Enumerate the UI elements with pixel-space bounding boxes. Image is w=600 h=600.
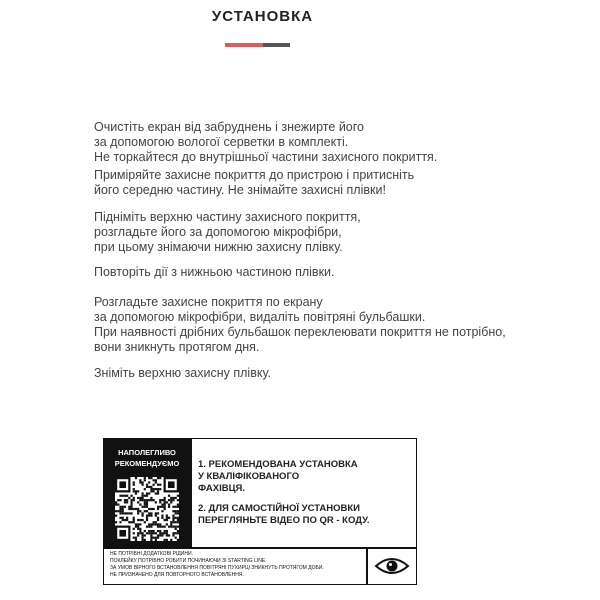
instruction-line: Не торкайтеся до внутрішньої частини захисного покриття. bbox=[94, 150, 438, 164]
qr-panel bbox=[104, 439, 190, 547]
qr-heading bbox=[104, 447, 190, 469]
instruction-line: Повторіть дії з нижньою частиною плівки. bbox=[94, 265, 335, 279]
instruction-step-5 bbox=[94, 295, 506, 355]
notice-divider-vertical bbox=[190, 439, 192, 547]
title-underline-dark bbox=[263, 43, 290, 47]
installation-notice-box bbox=[103, 438, 417, 585]
small-print-line: НЕ ПРИЗНАЧЕНО ДЛЯ ПОВТОРНОГО ВСТАНОВЛЕННЯ. bbox=[110, 572, 244, 578]
instruction-line: його середню частину. Не знімайте захисні плівки! bbox=[94, 183, 386, 197]
small-print-line: ЗА УМОВ ВІРНОГО ВСТАНОВЛЕННЯ ПОВІТРЯНІ ПУХИРЦІ ЗНИКНУТЬ ПРОТЯГОМ ДОБИ. bbox=[110, 565, 324, 571]
instruction-step-3 bbox=[94, 210, 361, 255]
instruction-step-1 bbox=[94, 120, 437, 165]
recommendation-line: ПЕРЕГЛЯНЬТЕ ВІДЕО ПО QR - КОДУ. bbox=[198, 515, 370, 526]
recommendation-line: 2. ДЛЯ САМОСТІЙНОЇ УСТАНОВКИ bbox=[198, 503, 360, 514]
qr-heading-line: НАПОЛЕГЛИВО bbox=[118, 448, 176, 457]
instruction-line: за допомогою мікрофібри, видаліть повітряні бульбашки. bbox=[94, 310, 426, 324]
recommendation-line: ФАХІВЦЯ. bbox=[198, 483, 245, 494]
recommendation-1 bbox=[198, 459, 410, 495]
instruction-line: Підніміть верхню частину захисного покриття, bbox=[94, 210, 361, 224]
qr-code-icon[interactable] bbox=[115, 477, 179, 541]
instruction-line: при цьому знімаючи нижню захисну плівку. bbox=[94, 240, 343, 254]
instruction-line: Розгладьте захисне покриття по екрану bbox=[94, 295, 323, 309]
qr-code-graphic bbox=[115, 477, 179, 541]
instruction-line: При наявності дрібних бульбашок переклеювати покриття не потрібно, bbox=[94, 325, 506, 339]
instruction-line: вони зникнуть протягом дня. bbox=[94, 340, 260, 354]
instruction-line: Зніміть верхню захисну плівку. bbox=[94, 366, 271, 380]
page-title: УСТАНОВКА bbox=[211, 8, 314, 25]
recommendation-text bbox=[198, 459, 410, 535]
instruction-step-6 bbox=[94, 366, 271, 381]
recommendation-line: 1. РЕКОМЕНДОВАНА УСТАНОВКА bbox=[198, 459, 358, 470]
eye-icon bbox=[368, 547, 416, 584]
small-print bbox=[110, 551, 362, 579]
recommendation-line: У КВАЛІФІКОВАНОГО bbox=[198, 471, 300, 482]
small-print-line: НЕ ПОТРІБНІ ДОДАТКОВІ РІДИНИ. bbox=[110, 551, 193, 557]
instruction-step-4 bbox=[94, 265, 335, 280]
recommendation-2 bbox=[198, 503, 410, 527]
instruction-step-2 bbox=[94, 168, 414, 198]
instruction-line: за допомогою вологої серветки в комплекті. bbox=[94, 135, 349, 149]
instruction-line: розгладьте його за допомогою мікрофібри, bbox=[94, 225, 342, 239]
instruction-line: Очистіть екран від забруднень і знежирте його bbox=[94, 120, 364, 134]
small-print-line: ПОКЛЕЙКУ ПОТРІБНО РОБИТИ ПОЧИНАЮЧИ ЗІ STARTING LINE. bbox=[110, 558, 267, 564]
title-underline-accent bbox=[225, 43, 263, 47]
title-underline bbox=[225, 43, 290, 47]
qr-heading-line: РЕКОМЕНДУЄМО bbox=[114, 459, 180, 468]
instruction-line: Приміряйте захисне покриття до пристрою і притисніть bbox=[94, 168, 415, 182]
eye-icon-graphic bbox=[374, 554, 410, 578]
